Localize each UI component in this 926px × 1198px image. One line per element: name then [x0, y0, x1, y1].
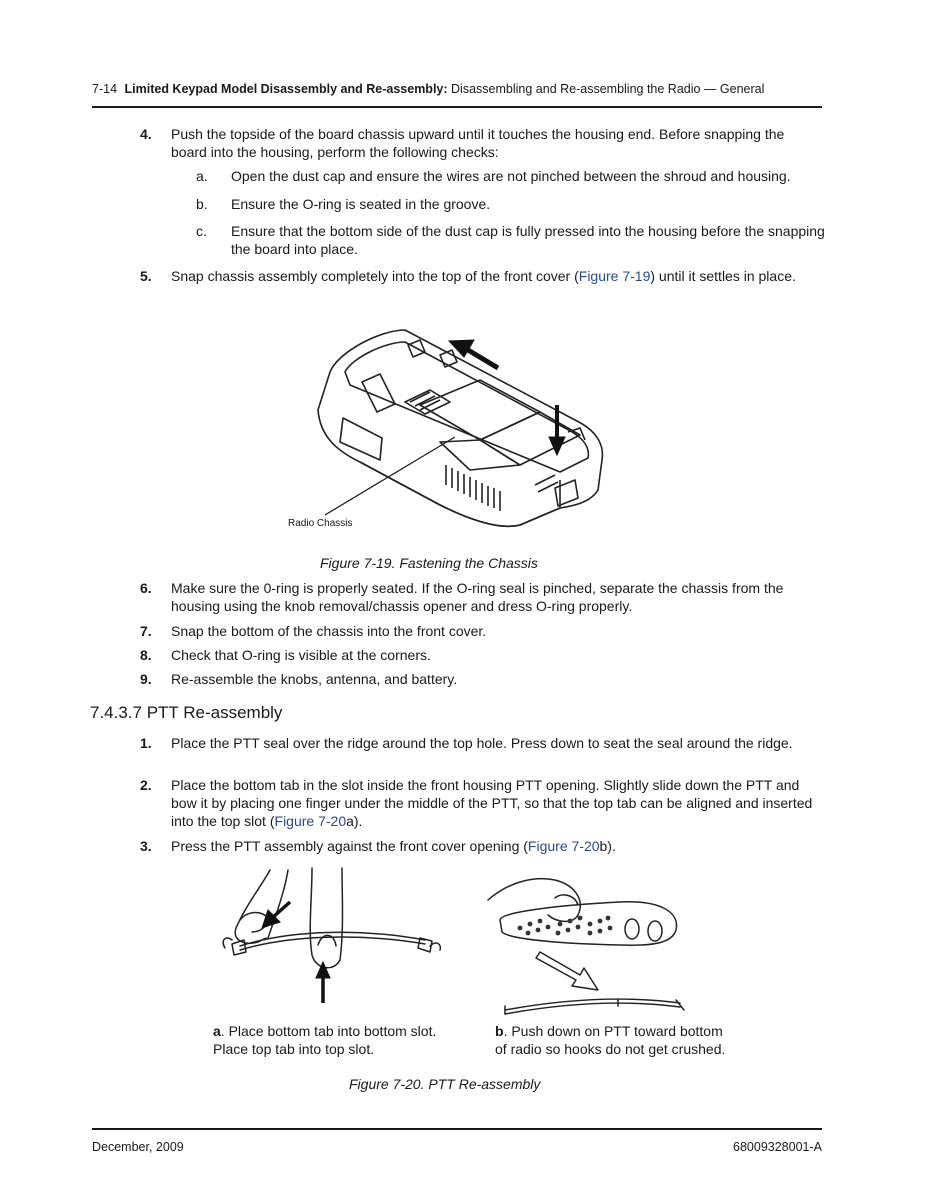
- ptt-step-1: [140, 734, 820, 752]
- ptt-step-3: [140, 837, 820, 855]
- step-text: Make sure the 0-ring is properly seated. If the O-ring seal is pinched, separate the chassis from the housing using the knob removal/chassis opener and dress O-ring properly.: [171, 580, 784, 614]
- substep-b: [196, 195, 826, 213]
- label-a-line-2: Place top tab into top slot.: [213, 1041, 375, 1057]
- section-heading: 7.4.3.7 PTT Re-assembly: [90, 703, 283, 722]
- step-text: [171, 776, 820, 830]
- figure-7-20-link[interactable]: Figure 7-20: [527, 838, 600, 854]
- step-number: 5.: [140, 268, 152, 284]
- step-text: Check that O-ring is visible at the corners.: [171, 647, 431, 663]
- step-number: 6.: [140, 580, 152, 596]
- page-number: 7-14: [92, 82, 118, 96]
- step-7: [140, 622, 820, 640]
- panel-letter-a: a: [213, 1023, 221, 1039]
- substep-letter: b.: [196, 196, 208, 212]
- step-text: Snap the bottom of the chassis into the front cover.: [171, 623, 487, 639]
- step-4: [140, 125, 820, 161]
- ptt-step-2: [140, 776, 820, 830]
- page-header: [92, 82, 822, 96]
- label-a-line-1: . Place bottom tab into bottom slot.: [220, 1023, 437, 1039]
- footer-date: December, 2009: [92, 1140, 184, 1154]
- substep-a: [196, 167, 826, 185]
- step-9: [140, 670, 820, 688]
- step-number: 4.: [140, 126, 152, 142]
- header-rule: [92, 106, 822, 108]
- step-number: 7.: [140, 623, 152, 639]
- step-text-part: b).: [599, 838, 616, 854]
- step-8: [140, 646, 820, 664]
- figure-7-20-label-a: [213, 1022, 436, 1058]
- chapter-title: Limited Keypad Model Disassembly and Re-assembly:: [124, 82, 448, 96]
- figure-7-20-label-b: [495, 1022, 725, 1058]
- step-number: 8.: [140, 647, 152, 663]
- step-text-part: Place the bottom tab in the slot inside the front housing PTT opening. Slightly slide down the PTT and bow it by placing one finger under the middle of the PTT, so that the top tab can be aligned and inserted into the top slot (: [171, 777, 813, 829]
- substep-text: Ensure the O-ring is seated in the groove.: [231, 196, 491, 212]
- step-text: Place the PTT seal over the ridge around the top hole. Press down to seat the seal around the ridge.: [171, 735, 793, 751]
- footer-doc-number: 68009328001-A: [733, 1140, 822, 1154]
- step-text-part: a).: [346, 813, 363, 829]
- figure-7-20-link[interactable]: Figure 7-20: [274, 813, 347, 829]
- section-subtitle: Disassembling and Re-assembling the Radio — General: [451, 82, 765, 96]
- radio-chassis-label: Radio Chassis: [288, 518, 353, 529]
- step-5: [140, 267, 820, 285]
- substep-text: Ensure that the bottom side of the dust cap is fully pressed into the housing before the snapping the board into place.: [231, 223, 825, 257]
- figure-7-20-caption: Figure 7-20. PTT Re-assembly: [349, 1076, 541, 1092]
- step-number: 2.: [140, 777, 152, 793]
- figure-7-19-caption: Figure 7-19. Fastening the Chassis: [320, 555, 538, 571]
- step-number: 3.: [140, 838, 152, 854]
- step-text: [171, 837, 820, 855]
- step-text: [171, 267, 820, 285]
- step-6: [140, 579, 820, 615]
- substep-c: [196, 222, 826, 258]
- figure-7-19-link[interactable]: Figure 7-19: [578, 268, 651, 284]
- panel-letter-b: b: [495, 1023, 504, 1039]
- substep-letter: c.: [196, 223, 207, 239]
- step-text: Re-assemble the knobs, antenna, and battery.: [171, 671, 458, 687]
- step-number: 9.: [140, 671, 152, 687]
- substep-text: Open the dust cap and ensure the wires are not pinched between the shroud and housing.: [231, 168, 791, 184]
- step-text-part: Snap chassis assembly completely into the top of the front cover (: [171, 268, 579, 284]
- footer-rule: [92, 1128, 822, 1130]
- step-text-part: ) until it settles in place.: [650, 268, 796, 284]
- step-text-part: Press the PTT assembly against the front cover opening (: [171, 838, 528, 854]
- label-b-line-1: . Push down on PTT toward bottom: [503, 1023, 723, 1039]
- substep-letter: a.: [196, 168, 208, 184]
- step-number: 1.: [140, 735, 152, 751]
- step-text: Push the topside of the board chassis upward until it touches the housing end. Before snapping the board into the housing, perform the following checks:: [171, 126, 785, 160]
- label-b-line-2: of radio so hooks do not get crushed.: [495, 1041, 726, 1057]
